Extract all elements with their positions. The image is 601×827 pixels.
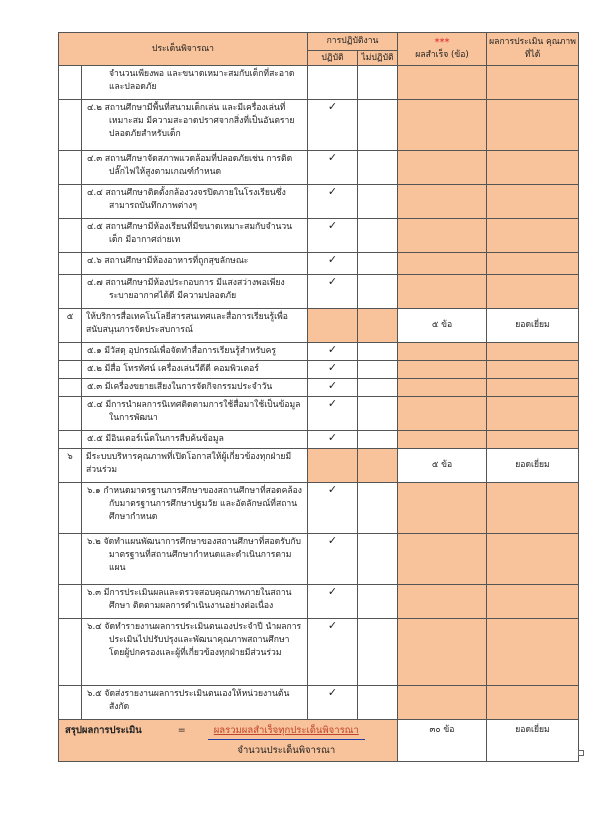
done-check-cell [308, 309, 358, 343]
row-number [59, 585, 82, 619]
success-cell [398, 431, 487, 449]
done-check-cell [308, 253, 358, 275]
done-check-cell [308, 686, 358, 720]
row-number [59, 185, 82, 219]
criterion-text: ๕.๔ มีการนำผลการนิเทศติดตามการใช้สื่อมาใช้เป็นข้อมูลในการพัฒนา [82, 397, 308, 431]
not-done-cell [358, 275, 398, 309]
criterion-text: ๖.๔ จัดทำรายงานผลการประเมินตนเองประจำปี นำผลการประเมินไปปรับปรุงและพัฒนาคุณภาพสถานศึกษาโดยผู้ปกครองและผู้ที่เกี่ยวข้องทุกฝ่ายมีส่วนร่วม [82, 619, 308, 686]
not-done-cell [358, 686, 398, 720]
criterion-text: ๖.๓ มีการประเมินผลและตรวจสอบคุณภาพภายในสถานศึกษา ติดตามผลการดำเนินงานอย่างต่อเนื่อง [82, 585, 308, 619]
success-cell [398, 219, 487, 253]
criterion-text: มีระบบบริหารคุณภาพที่เปิดโอกาสให้ผู้เกี่ยวข้องทุกฝ่ายมีส่วนร่วม [82, 449, 308, 483]
check-icon: ✓ [327, 397, 338, 410]
success-cell [398, 100, 487, 151]
quality-cell [487, 219, 579, 253]
check-icon: ✓ [327, 253, 338, 266]
success-cell [398, 534, 487, 585]
criterion-text: ๕.๑ มีวัสดุ อุปกรณ์เพื่อจัดทำสื่อการเรียนรู้สำหรับครู [82, 343, 308, 361]
row-number [59, 253, 82, 275]
row-number: ๖ [59, 449, 82, 483]
row-number [59, 619, 82, 686]
not-done-cell [358, 585, 398, 619]
sub-criterion-row [59, 343, 579, 361]
quality-cell [487, 397, 579, 431]
success-cell [398, 361, 487, 379]
summary-label: สรุปผลการประเมิน [65, 725, 142, 736]
header-not-done: ไม่ปฏิบัติ [358, 51, 398, 66]
summary-denominator: จำนวนประเด็นพิจารณา [237, 745, 336, 756]
done-check-cell [308, 379, 358, 397]
done-check-cell [308, 275, 358, 309]
criterion-text: จำนวนเพียงพอ และขนาดเหมาะสมกับเด็กที่สะอาด และปลอดภัย [82, 66, 308, 100]
done-check-cell [308, 619, 358, 686]
check-icon: ✓ [327, 534, 338, 547]
quality-cell [487, 585, 579, 619]
check-icon: ✓ [327, 483, 338, 496]
check-icon: ✓ [327, 431, 338, 444]
sub-criterion-row [59, 585, 579, 619]
quality-cell [487, 379, 579, 397]
criterion-text: ให้บริการสื่อเทคโนโลยีสารสนเทศและสื่อการเรียนรู้เพื่อสนับสนุนการจัดประสบการณ์ [82, 309, 308, 343]
not-done-cell [358, 185, 398, 219]
done-check-cell [308, 534, 358, 585]
done-check-cell [308, 185, 358, 219]
check-icon: ✓ [327, 275, 338, 288]
header-done: ปฏิบัติ [308, 51, 358, 66]
quality-cell [487, 151, 579, 185]
not-done-cell [358, 483, 398, 534]
criterion-text: ๕.๒ มีสื่อ โทรทัศน์ เครื่องเล่นวีดีดี คอมพิวเตอร์ [82, 361, 308, 379]
not-done-cell [358, 619, 398, 686]
row-number [59, 483, 82, 534]
quality-cell [487, 100, 579, 151]
done-check-cell [308, 66, 358, 100]
success-cell: ๕ ข้อ [398, 309, 487, 343]
summary-formula [208, 724, 365, 757]
header-issue: ประเด็นพิจารณา [59, 33, 308, 66]
header-stars: *** [434, 37, 450, 48]
not-done-cell [358, 449, 398, 483]
row-number [59, 66, 82, 100]
criterion-row [59, 309, 579, 343]
success-cell [398, 253, 487, 275]
done-check-cell [308, 483, 358, 534]
sub-criterion-row [59, 219, 579, 253]
quality-cell [487, 185, 579, 219]
done-check-cell [308, 219, 358, 253]
criterion-row [59, 449, 579, 483]
summary-numerator: ผลรวมผลสำเร็จทุกประเด็นพิจารณา [208, 724, 365, 740]
sub-criterion-row [59, 619, 579, 686]
criterion-text: ๕.๕ มีอินเตอร์เน็ตในการสืบค้นข้อมูล [82, 431, 308, 449]
success-cell [398, 585, 487, 619]
quality-cell [487, 431, 579, 449]
criterion-text: ๖.๕ จัดส่งรายงานผลการประเมินตนเองให้หน่วยงานต้นสังกัด [82, 686, 308, 720]
criterion-text: ๔.๒ สถานศึกษามีพื้นที่สนามเด็กเล่น และมีเครื่องเล่นที่เหมาะสม มีความสะอาดปราศจากสิ่งที่เป็นอันตราย ปลอดภัยสำหรับเด็ก [82, 100, 308, 151]
done-check-cell [308, 100, 358, 151]
check-icon: ✓ [327, 361, 338, 374]
success-cell [398, 686, 487, 720]
summary-cell [59, 720, 398, 762]
row-number [59, 361, 82, 379]
sub-criterion-row [59, 275, 579, 309]
sub-criterion-row [59, 686, 579, 720]
summary-row [59, 720, 579, 762]
quality-cell [487, 66, 579, 100]
sub-criterion-row [59, 397, 579, 431]
quality-cell [487, 343, 579, 361]
row-number [59, 686, 82, 720]
done-check-cell [308, 585, 358, 619]
quality-cell [487, 686, 579, 720]
sub-criterion-row [59, 66, 579, 100]
sub-criterion-row [59, 379, 579, 397]
success-cell [398, 275, 487, 309]
row-number [59, 219, 82, 253]
done-check-cell [308, 151, 358, 185]
done-check-cell [308, 449, 358, 483]
row-number [59, 100, 82, 151]
criterion-text: ๕.๓ มีเครื่องขยายเสียงในการจัดกิจกรรมประจำวัน [82, 379, 308, 397]
not-done-cell [358, 66, 398, 100]
success-cell [398, 151, 487, 185]
success-cell [398, 185, 487, 219]
evaluation-table [58, 32, 579, 762]
success-cell [398, 483, 487, 534]
row-number [59, 275, 82, 309]
not-done-cell [358, 379, 398, 397]
sub-criterion-row [59, 361, 579, 379]
criterion-text: ๔.๓ สถานศึกษาจัดสภาพแวดล้อมที่ปลอดภัยเช่น การติดปลั๊กไฟให้สูงตามเกณฑ์กำหนด [82, 151, 308, 185]
done-check-cell [308, 431, 358, 449]
quality-cell [487, 483, 579, 534]
check-icon: ✓ [327, 686, 338, 699]
row-number [59, 151, 82, 185]
header-quality: ผลการประเมิน คุณภาพที่ได้ [487, 33, 579, 66]
not-done-cell [358, 253, 398, 275]
check-icon: ✓ [327, 379, 338, 392]
success-cell [398, 619, 487, 686]
done-check-cell [308, 343, 358, 361]
check-icon: ✓ [327, 619, 338, 632]
not-done-cell [358, 100, 398, 151]
row-number [59, 431, 82, 449]
table-resize-handle[interactable] [578, 750, 584, 756]
sub-criterion-row [59, 431, 579, 449]
sub-criterion-row [59, 185, 579, 219]
check-icon: ✓ [327, 585, 338, 598]
header-success [398, 33, 487, 66]
check-icon: ✓ [327, 100, 338, 113]
row-number: ๕ [59, 309, 82, 343]
criterion-text: ๖.๒ จัดทำแผนพัฒนาการศึกษาของสถานศึกษาที่สอดรับกับมาตรฐานที่สถานศึกษากำหนดและดำเนินการตามแผน [82, 534, 308, 585]
summary-success: ๓๐ ข้อ [398, 720, 487, 762]
summary-equals: = [177, 725, 186, 736]
quality-cell [487, 361, 579, 379]
not-done-cell [358, 343, 398, 361]
criterion-text: ๔.๔ สถานศึกษาติดตั้งกล้องวงจรปิดภายในโรงเรียนซึ่งสามารถบันทึกภาพต่างๆ [82, 185, 308, 219]
quality-cell [487, 619, 579, 686]
not-done-cell [358, 151, 398, 185]
criterion-text: ๔.๕ สถานศึกษามีห้องเรียนที่มีขนาดเหมาะสมกับจำนวนเด็ก มีอากาศถ่ายเท [82, 219, 308, 253]
not-done-cell [358, 361, 398, 379]
success-cell [398, 343, 487, 361]
not-done-cell [358, 534, 398, 585]
criterion-text: ๔.๖ สถานศึกษามีห้องอาหารที่ถูกสุขลักษณะ [82, 253, 308, 275]
not-done-cell [358, 309, 398, 343]
sub-criterion-row [59, 100, 579, 151]
not-done-cell [358, 397, 398, 431]
quality-cell [487, 534, 579, 585]
not-done-cell [358, 219, 398, 253]
quality-cell: ยอดเยี่ยม [487, 309, 579, 343]
sub-criterion-row [59, 151, 579, 185]
success-cell [398, 397, 487, 431]
done-check-cell [308, 397, 358, 431]
table-body [59, 66, 579, 720]
header-success-label: ผลสำเร็จ (ข้อ) [415, 50, 469, 60]
summary-quality: ยอดเยี่ยม [487, 720, 579, 762]
check-icon: ✓ [327, 343, 338, 356]
check-icon: ✓ [327, 151, 338, 164]
criterion-text: ๔.๗ สถานศึกษามีห้องประกอบการ มีแสงสว่างพอเพียง ระบายอากาศได้ดี มีความปลอดภัย [82, 275, 308, 309]
done-check-cell [308, 361, 358, 379]
header-practice: การปฏิบัติงาน [308, 33, 398, 51]
row-number [59, 343, 82, 361]
quality-cell: ยอดเยี่ยม [487, 449, 579, 483]
row-number [59, 379, 82, 397]
sub-criterion-row [59, 483, 579, 534]
quality-cell [487, 275, 579, 309]
check-icon: ✓ [327, 185, 338, 198]
quality-cell [487, 253, 579, 275]
row-number [59, 397, 82, 431]
not-done-cell [358, 431, 398, 449]
success-cell: ๕ ข้อ [398, 449, 487, 483]
row-number [59, 534, 82, 585]
sub-criterion-row [59, 534, 579, 585]
check-icon: ✓ [327, 219, 338, 232]
success-cell [398, 379, 487, 397]
sub-criterion-row [59, 253, 579, 275]
success-cell [398, 66, 487, 100]
criterion-text: ๖.๑ กำหนดมาตรฐานการศึกษาของสถานศึกษาที่สอดคล้องกับมาตรฐานการศึกษาปฐมวัย และอัตลักษณ์ที่สถานศึกษากำหนด [82, 483, 308, 534]
